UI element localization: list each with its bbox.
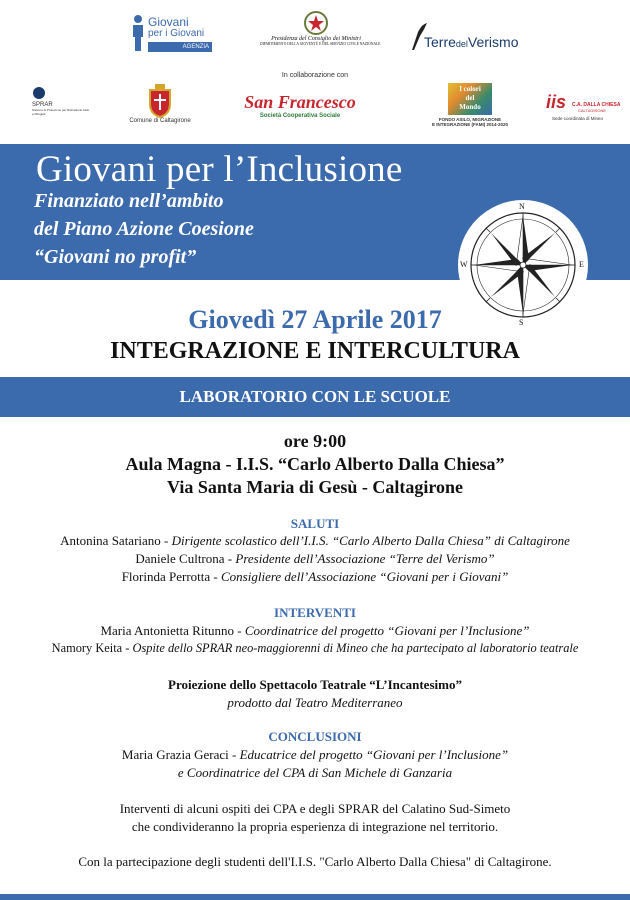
iis-subtitle: Sede coordinata di Mineo xyxy=(552,116,604,121)
collaboration-label: In collaborazione con xyxy=(281,72,349,79)
main-title: Giovani per l’Inclusione xyxy=(36,149,403,190)
speaker-role: Educatrice del progetto “Giovani per l’Inclusione” xyxy=(239,747,509,762)
compass-east-label: E xyxy=(579,260,584,269)
speaker-name: Maria Antonietta Ritunno xyxy=(100,623,235,638)
venue-line2: Via Santa Maria di Gesù - Caltagirone xyxy=(167,477,463,497)
conclusioni-heading: CONCLUSIONI xyxy=(268,729,362,744)
closing-line2: che condivideranno la propria esperienza di integrazione nel territorio. xyxy=(131,819,499,834)
logo-header xyxy=(0,0,630,142)
san-francesco-logo xyxy=(232,92,368,126)
conclusioni-speaker: Maria Grazia Geraci - Educatrice del progetto “Giovani per l’Inclusione” xyxy=(121,747,509,762)
interventi-speaker-2: Namory Keita - Ospite dello SPRAR neo-maggiorenni di Mineo che ha partecipato al laboratorio teatrale xyxy=(51,641,579,655)
saluti-speaker-1: Antonina Satariano - Dirigente scolastico dell’I.I.S. “Carlo Alberto Dalla Chiesa” di Caltagirone xyxy=(60,533,570,548)
subtitle-line1: Finanziato nell’ambito xyxy=(34,190,224,212)
iis-logo xyxy=(544,92,621,128)
city-crest-icon xyxy=(147,84,173,118)
iis-mark: iis xyxy=(546,92,567,112)
speaker-role: Ospite dello SPRAR neo-maggiorenni di Mineo che ha partecipato al laboratorio teatrale xyxy=(132,641,579,655)
gpg-line2: per i Giovani xyxy=(148,28,205,39)
laboratorio-band: LABORATORIO CON LE SCUOLE xyxy=(0,377,630,417)
colori-del-mondo-logo xyxy=(420,83,520,135)
colori-line3: Mondo xyxy=(459,103,481,111)
iis-city: CALTAGIRONE xyxy=(578,108,607,113)
event-date: Giovedì 27 Aprile 2017 xyxy=(188,305,442,334)
spettacolo-title: Proiezione dello Spettacolo Teatrale “L’Incantesimo” xyxy=(168,677,462,692)
terre-del-verismo-text xyxy=(424,34,519,50)
gpg-agency-tag: AGENZIA xyxy=(148,42,212,52)
giovani-per-i-giovani-logo xyxy=(130,14,214,54)
speaker-role: Presidente dell’Associazione “Terre del Verismo” xyxy=(235,551,495,566)
colori-badge xyxy=(448,83,492,115)
san-francesco-subtitle: Società Cooperativa Sociale xyxy=(259,113,341,119)
iis-name: C.A. DALLA CHIESA xyxy=(572,102,621,108)
colori-line1: I colori xyxy=(459,85,481,93)
interventi-speaker-1: Maria Antonietta Ritunno - Coordinatrice del progetto “Giovani per l’Inclusione” xyxy=(100,623,530,638)
san-francesco-name: San Francesco xyxy=(244,92,356,112)
subtitle-line3: “Giovani no profit” xyxy=(34,246,197,268)
conclusioni-role-continued: e Coordinatrice del CPA di San Michele di Ganzaria xyxy=(177,765,453,780)
spettacolo-producer: prodotto dal Teatro Mediterraneo xyxy=(227,695,403,710)
comune-logo xyxy=(128,84,192,132)
saluti-heading: SALUTI xyxy=(290,516,340,531)
presidenza-logo xyxy=(260,10,381,56)
del-word: del xyxy=(455,39,468,49)
speaker-role: Dirigente scolastico dell’I.I.S. “Carlo Alberto Dalla Chiesa” di Caltagirone xyxy=(171,533,570,548)
closing-line1: Interventi di alcuni ospiti dei CPA e degli SPRAR del Calatino Sud-Simeto xyxy=(119,801,511,816)
speaker-role: Consigliere dell’Associazione “Giovani per i Giovani” xyxy=(221,569,509,584)
presidenza-name: Presidenza del Consiglio dei Ministri xyxy=(271,36,361,42)
closing-line3: Con la partecipazione degli studenti dell'I.I.S. "Carlo Alberto Dalla Chiesa" di Caltagirone. xyxy=(78,854,552,869)
verismo-word: Verismo xyxy=(467,34,519,50)
speaker-role: Coordinatrice del progetto “Giovani per l’Inclusione” xyxy=(244,623,530,638)
colori-line2: del xyxy=(465,94,475,102)
person-silhouette-icon xyxy=(130,14,146,52)
sprar-title: SPRAR xyxy=(32,102,53,108)
subtitle-line2: del Piano Azione Coesione xyxy=(34,218,254,240)
sprar-logo xyxy=(32,86,92,126)
venue-line1: Aula Magna - I.I.S. “Carlo Alberto Dalla Chiesa” xyxy=(125,454,505,474)
gpg-line1: Giovani xyxy=(148,15,189,29)
bottom-bar xyxy=(0,894,630,900)
speaker-name: Daniele Cultrona xyxy=(135,551,225,566)
italian-emblem-icon xyxy=(303,10,329,36)
speaker-name: Florinda Perrotta xyxy=(121,569,211,584)
terre-word: Terre xyxy=(424,34,456,50)
interventi-heading: INTERVENTI xyxy=(274,605,356,620)
fami-line1: FONDO ASILO, MIGRAZIONE xyxy=(438,117,502,122)
speaker-name: Maria Grazia Geraci xyxy=(121,747,229,762)
sprar-subtitle: Sistema di Protezione per Richiedenti Asilo e Rifugiati xyxy=(32,108,90,116)
sprar-dot-icon xyxy=(32,86,46,100)
terre-del-verismo-logo xyxy=(408,22,538,54)
event-theme: INTEGRAZIONE E INTERCULTURA xyxy=(110,338,520,364)
speaker-name: Namory Keita xyxy=(51,641,123,655)
event-time: ore 9:00 xyxy=(283,431,347,451)
saluti-speaker-3: Florinda Perrotta - Consigliere dell’Associazione “Giovani per i Giovani” xyxy=(121,569,509,584)
comune-name: Comune di Caltagirone xyxy=(129,118,191,124)
compass-south-label: S xyxy=(519,318,524,327)
presidenza-department: DIPARTIMENTO DELLA GIOVENTÙ E DEL SERVIZIO CIVILE NAZIONALE xyxy=(260,42,381,46)
compass-west-label: W xyxy=(460,260,468,269)
fami-line2: E INTEGRAZIONE (FAMI) 2014-2020 xyxy=(431,122,509,127)
compass-north-label: N xyxy=(519,202,525,211)
saluti-speaker-2: Daniele Cultrona - Presidente dell’Associazione “Terre del Verismo” xyxy=(135,551,495,566)
speaker-name: Antonina Satariano xyxy=(60,533,161,548)
